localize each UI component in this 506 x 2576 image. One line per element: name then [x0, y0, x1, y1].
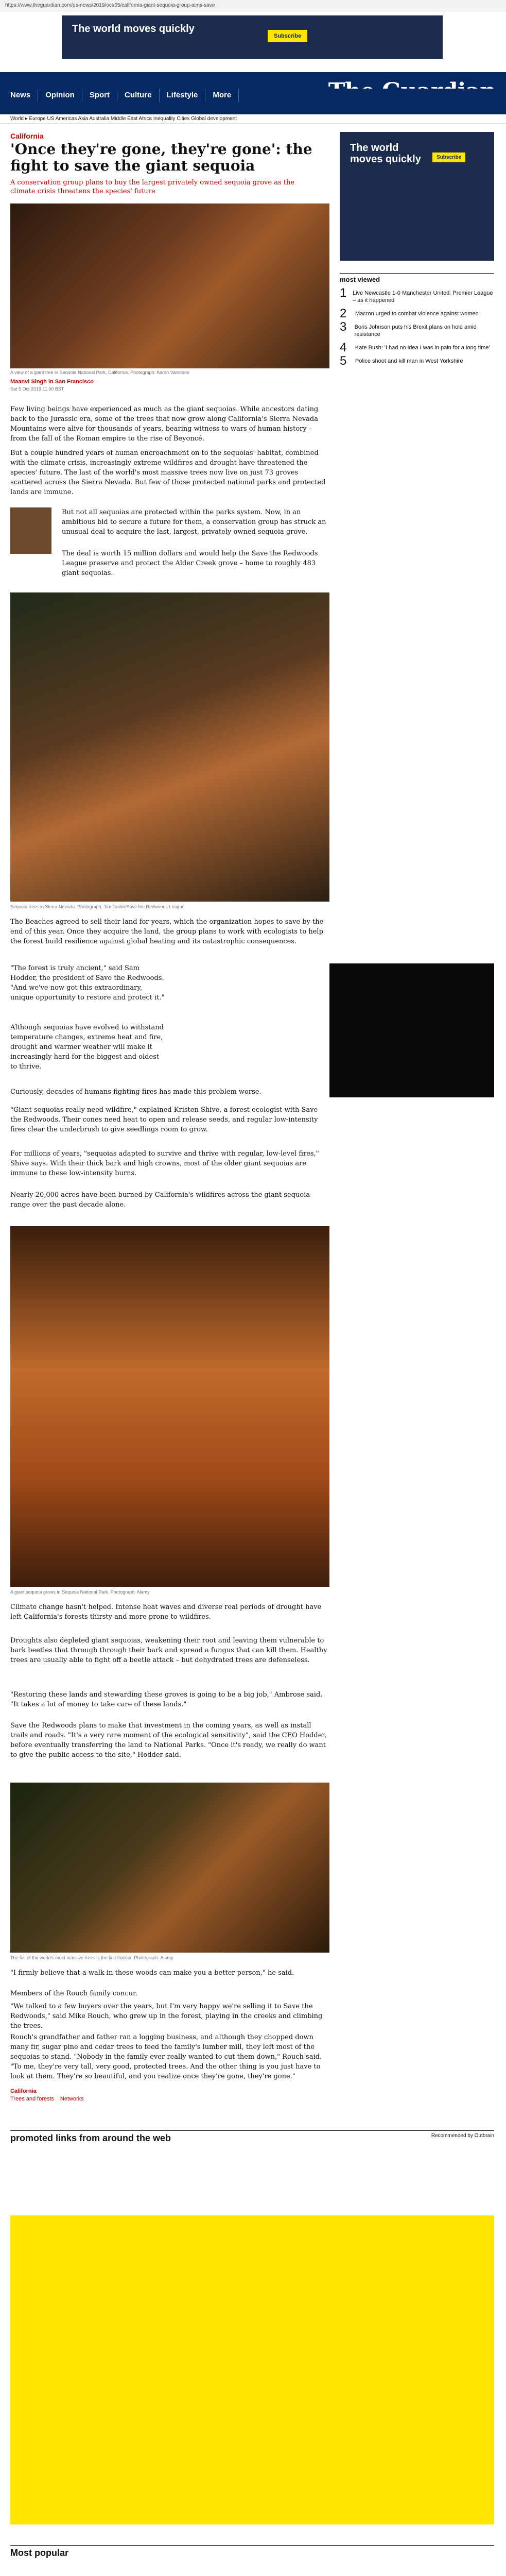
paragraph: Rouch's grandfather and father ran a logging business, and although they chopped down many fir, sugar pine and cedar trees to feed the family's lumber mill, they left most of the sequoias to stand. "Nobody in the family ever really wanted to cut them down," Rouch said. "To me, they're very tall, very good, protected trees. And the other thing is you just have to look at them. They're so beautiful, and you realize once they're gone, they're gone." [10, 2033, 322, 2080]
ad-brand: The world moves quickly [350, 142, 421, 165]
paragraph: "I firmly believe that a walk in these woods can make you a better person," he said. [10, 1969, 294, 1977]
hero-photo[interactable] [10, 204, 329, 368]
inline-caption: Sequoia trees in Sierra Nevada. Photograph: Tim Tardio/Save the Redwoods League [10, 904, 185, 909]
hero-caption: A view of a giant tree in Sequoia National Park, California. Photograph: Aaron Vanstone [10, 370, 190, 375]
sidebar-thumbnail[interactable] [10, 507, 51, 554]
paragraph: "Giant sequoias really need wildfire," explained Kristen Shive, a forest ecologist with Save the Redwoods. Their cones need heat to open and release seeds, and regular low-intensity fires clear the underbrush to give seedlings room to grow. [10, 1106, 318, 1133]
inline-caption: A giant sequoia grows in Sequoia National Park. Photograph: Alamy [10, 1589, 150, 1595]
most-viewed-item[interactable]: 4 Kate Bush: 'I had no idea I was in pain for a long time' [340, 341, 490, 354]
paragraph: "Restoring these lands and stewarding these groves is going to be a big job," Ambrose said. "It takes a lot of money to take care of these lands." [10, 1691, 323, 1708]
inline-photo[interactable] [10, 592, 329, 902]
paragraph: The deal is worth 15 million dollars and would help the Save the Redwoods League preserve and protect the Alder Creek grove – home to roughly 483 giant sequoias. [62, 550, 318, 577]
paragraph: Although sequoias have evolved to withstand temperature changes, extreme heat and fire, drought and warmer weather will make it increasingly hard for the biggest and oldest to thrive. [10, 1024, 164, 1071]
nav-opinion[interactable]: Opinion [45, 89, 82, 102]
nav-culture[interactable]: Culture [125, 89, 160, 102]
paragraph: "We talked to a few buyers over the years, but I'm very happy we're selling it to Save the Redwoods," said Mike Rouch, who grew up in the forest, playing in the creeks and climbing the trees. [10, 2003, 323, 2030]
primary-nav [0, 89, 506, 102]
tag-primary[interactable]: California [10, 2088, 37, 2094]
paragraph: Droughts also depleted giant sequoias, weakening their root and leaving them vulnerable to bark beetles that through through their bark and spread a fungus that can kill them. Healthy trees are usually able to fight off a beetle attack – but dehydrated trees are defenseless. [10, 1637, 327, 1664]
section-kicker[interactable]: California [10, 132, 44, 140]
most-popular-title: Most popular [10, 2545, 494, 2558]
promoted-title: promoted links from around the web [10, 2133, 171, 2143]
nav-lifestyle[interactable]: Lifestyle [167, 89, 206, 102]
most-viewed-item[interactable]: 2 Macron urged to combat violence against women [340, 307, 479, 320]
most-viewed-title: most viewed [340, 273, 494, 283]
paragraph: Nearly 20,000 acres have been burned by California's wildfires across the giant sequoia range over the past decade alone. [10, 1191, 310, 1209]
most-viewed-item[interactable]: 5 Police shoot and kill man in West Yorkshire [340, 354, 463, 368]
most-viewed-item[interactable]: 1 Live Newcastle 1-0 Manchester United: Premier League – as it happened [340, 286, 493, 303]
ad-brand: The world moves quickly [72, 23, 195, 35]
inline-advertisement[interactable] [329, 963, 494, 1097]
byline-date: Sat 5 Oct 2019 11.00 BST [10, 386, 64, 392]
sub-nav[interactable]: World ▸ Europe US Americas Asia Australia Middle East Africa Inequality Cities Global development [0, 114, 506, 124]
tag-item[interactable]: Networks [60, 2096, 84, 2102]
subscribe-advertisement[interactable] [10, 2215, 494, 2524]
promoted-links [10, 2130, 494, 2144]
nav-more[interactable]: More [213, 89, 239, 102]
paragraph: But a couple hundred years of human encroachment on to the sequoias' habitat, combined with the climate crisis, increasingly extreme wildfires and drought have threatened the species' future. The last of the world's most massive trees now live on just 73 groves scattered across the Sierra Nevada. But few of those protected national parks and protected lands are immune. [10, 449, 326, 496]
paragraph: For millions of years, "sequoias adapted to survive and thrive with regular, low-level fires," Shive says. With their thick bark and high crowns, most of the older giant sequoias are immune to these low-intensity burns. [10, 1150, 319, 1177]
paragraph: Climate change hasn't helped. Intense heat waves and diverse real periods of drought have left California's forests thirsty and more prone to wildfires. [10, 1603, 322, 1621]
paragraph: Few living beings have experienced as much as the giant sequoias. While ancestors dating back to the Jurassic era, some of the trees that now grow along California's Sierra Nevada Mountains were alive for thousands of years, bearing witness to wars of human history – from the fall of the Roman empire to the rise of Beyoncé. [10, 405, 319, 443]
paragraph: The Beaches agreed to sell their land for years, which the organization hopes to save by the end of this year. Once they acquire the land, the group plans to work with ecologists to help the forest build resilience against global heating and its catastrophic consequences. [10, 918, 324, 945]
standfirst: A conservation group plans to buy the largest privately owned sequoia grove as the climate crisis threatens the species' future [10, 179, 295, 195]
byline-name[interactable]: Maanvi Singh in San Francisco [10, 379, 94, 385]
ad-subscribe-pill[interactable]: Subscribe [432, 152, 465, 162]
tags-block [10, 2087, 88, 2102]
nav-sport[interactable]: Sport [90, 89, 117, 102]
paragraph: Save the Redwoods plans to make that investment in the coming years, as well as install trails and roads. "It's a very rare moment of the ecological sensitivity", said the CEO Hodder, before eventually transferring the land to National Parks. "Once it's ready, we really do want to give the public access to the site," Hodder said. [10, 1722, 327, 1759]
most-viewed-item[interactable]: 3 Boris Johnson puts his Brexit plans on hold amid resistance [340, 320, 477, 337]
inline-photo[interactable] [10, 1226, 329, 1587]
nav-news[interactable]: News [10, 89, 38, 102]
paragraph: "The forest is truly ancient," said Sam Hodder, the president of Save the Redwoods. "And we've now got this extraordinary, unique opportunity to restore and protect it." [10, 964, 165, 1002]
top-advertisement[interactable] [62, 15, 443, 59]
most-popular [10, 2545, 494, 2558]
outbrain-label[interactable]: Recommended by Outbrain [431, 2133, 494, 2139]
paragraph: But not all sequoias are protected within the parks system. Now, in an ambitious bid to secure a future for them, a conservation group has struck an unusual deal to acquire the last, largest, privately owned sequoia grove. [62, 509, 326, 536]
ad-subscribe-pill[interactable]: Subscribe [268, 30, 307, 42]
paragraph: Members of the Rouch family concur. [10, 1990, 138, 1997]
inline-caption: The fall of the world's most massive trees is the last frontier. Photograph: Alamy [10, 1955, 173, 1960]
url-bar[interactable]: https://www.theguardian.com/us-news/2019/oct/05/california-giant-sequoia-group-aims-save [0, 0, 506, 11]
tag-item[interactable]: Trees and forests [10, 2096, 55, 2102]
headline: 'Once they're gone, they're gone': the fight to save the giant sequoia [10, 141, 312, 174]
paragraph: Curiously, decades of humans fighting fires has made this problem worse. [10, 1088, 261, 1096]
most-viewed [340, 273, 494, 368]
inline-photo[interactable] [10, 1783, 329, 1953]
right-advertisement[interactable] [340, 132, 494, 261]
